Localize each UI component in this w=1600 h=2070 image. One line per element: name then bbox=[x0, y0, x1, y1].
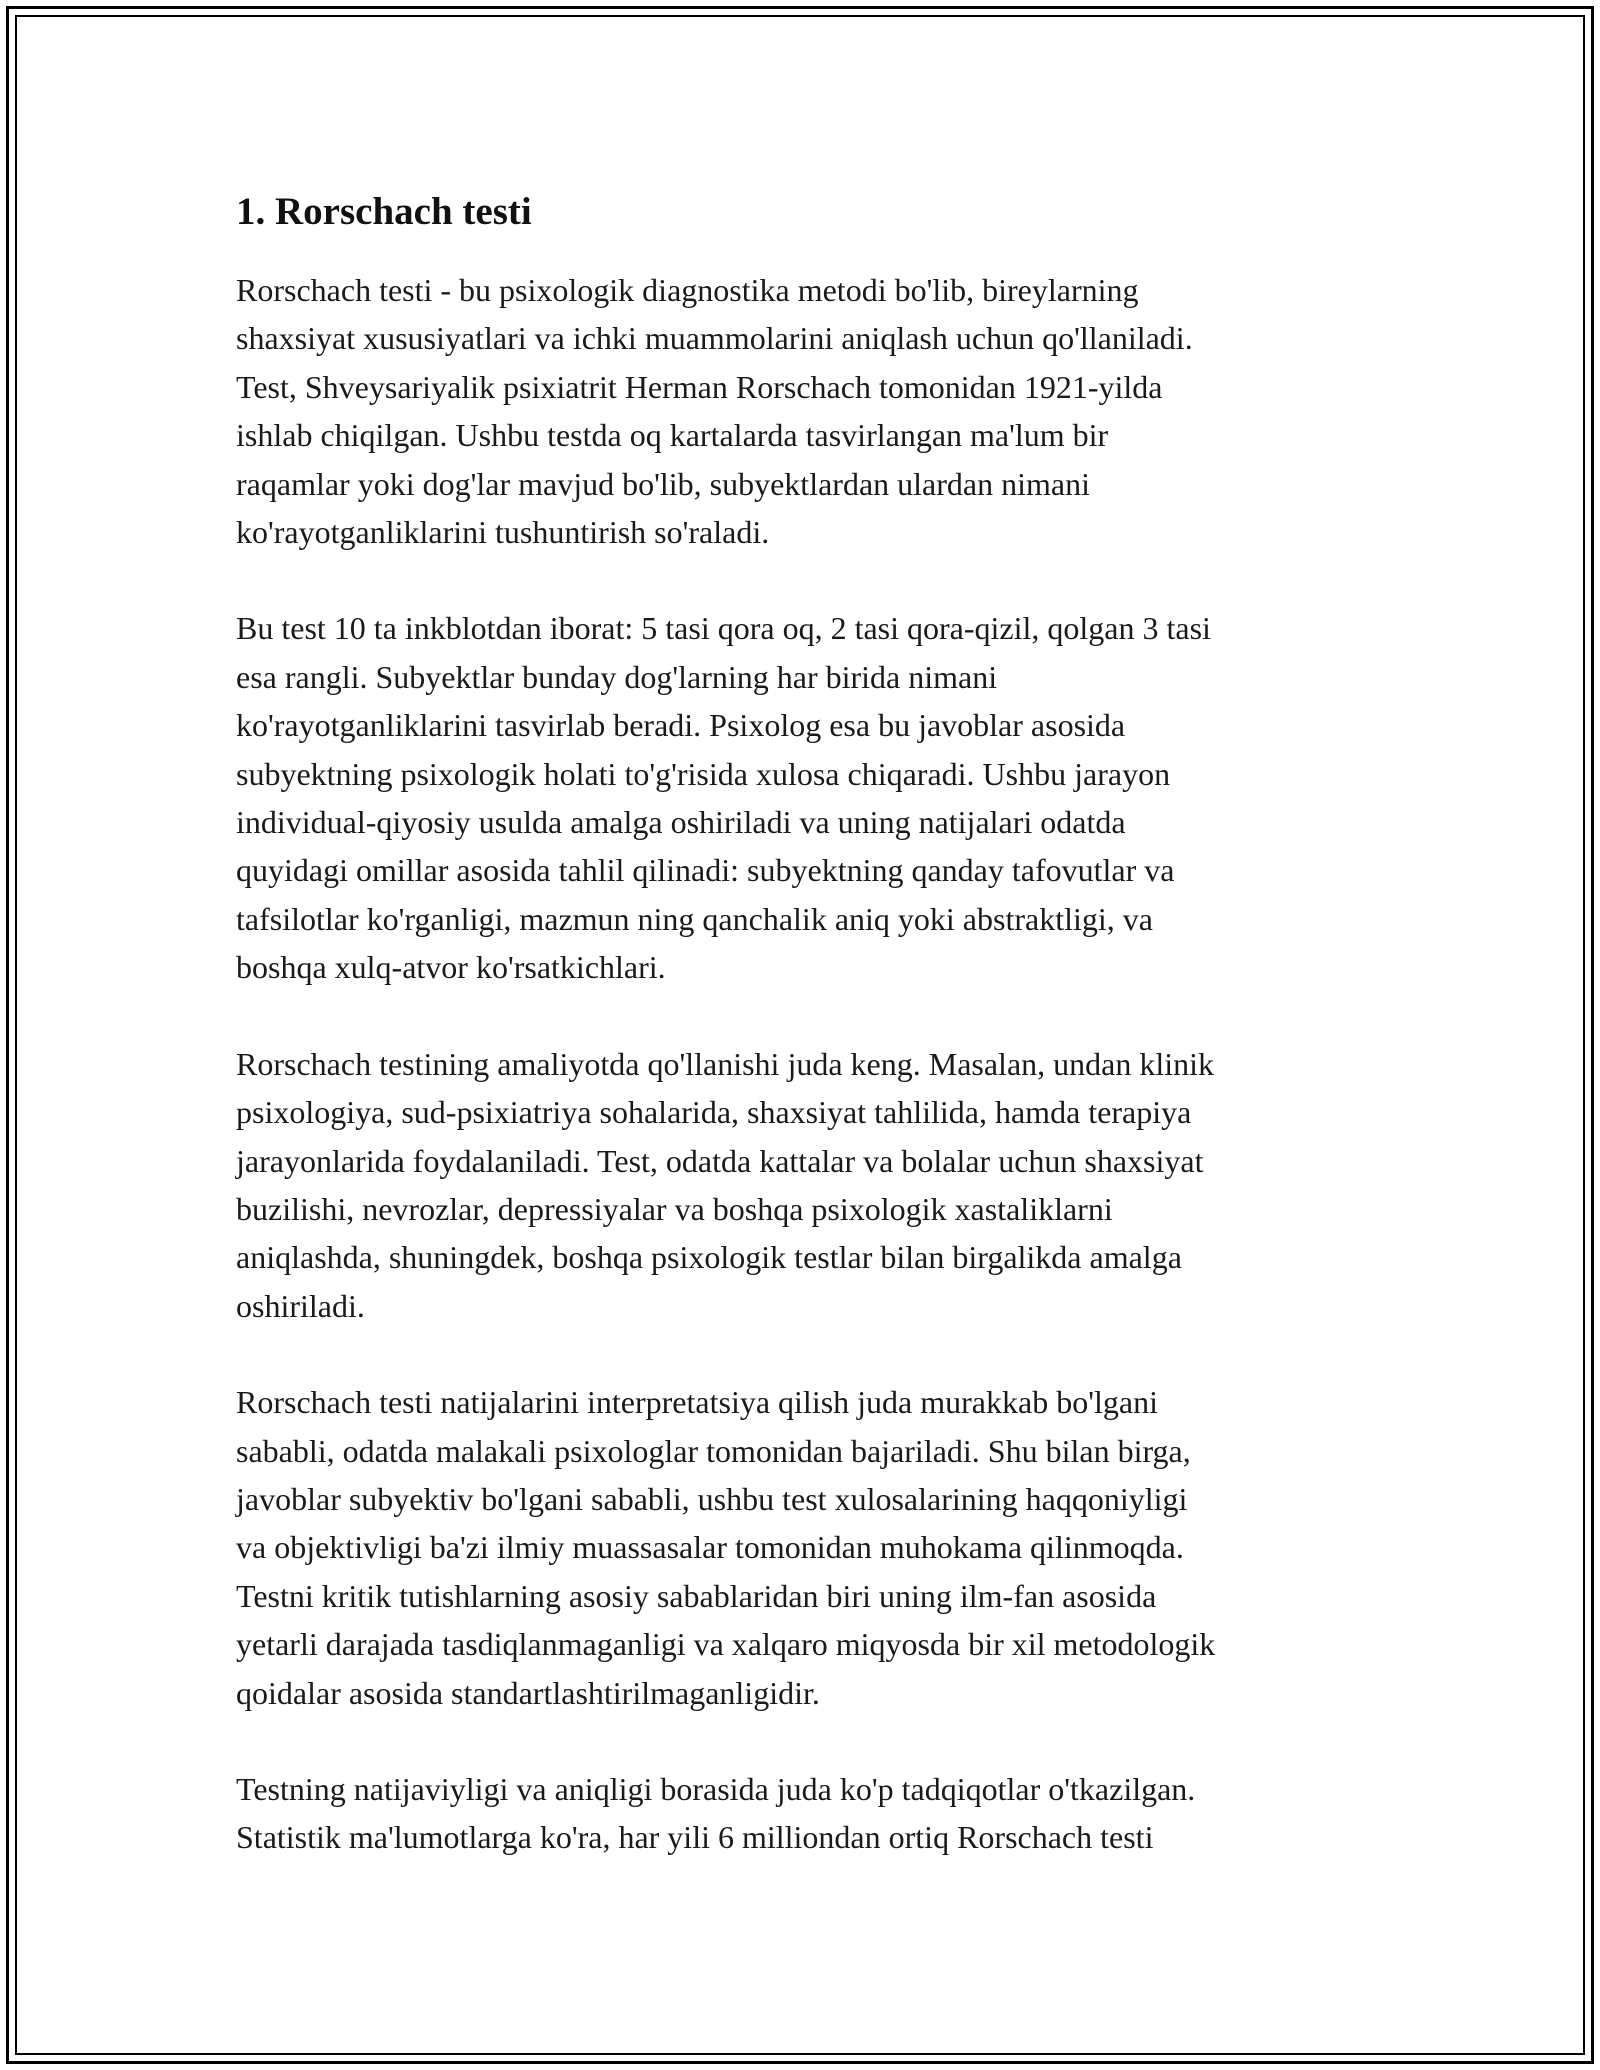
paragraph-4: Rorschach testi natijalarini interpretatsiya qilish juda murakkab bo'lgani sababli, odatda malakali psixologlar tomonidan bajariladi. Shu bilan birga, javoblar subyektiv bo'lgani sababli, ushbu test xulosalarining haqqoniyligi va objektivligi ba'zi ilmiy muassasalar tomonidan muhokama qilinmoqda. Testni kritik tutishlarning asosiy sabablaridan biri uning ilm-fan asosida yetarli darajada tasdiqlanmaganligi va xalqaro miqyosda bir xil metodologik qoidalar asosida standartlashtirilmaganligidir. bbox=[236, 1384, 1216, 1711]
document-body bbox=[236, 186, 1396, 1910]
paragraph-5: Testning natijaviyligi va aniqligi borasida juda ko'p tadqiqotlar o'tkazilgan. Statistik ma'lumotlarga ko'ra, har yili 6 milliondan ortiq Rorschach testi bbox=[236, 1770, 1196, 1856]
paragraph-2: Bu test 10 ta inkblotdan iborat: 5 tasi qora oq, 2 tasi qora-qizil, qolgan 3 tasi esa rangli. Subyektlar bunday dog'larning har birida nimani ko'rayotganliklarini tasvirlab beradi. Psixolog esa bu javoblar asosida subyektning psixologik holati to'g'risida xulosa chiqaradi. Ushbu jarayon individual-qiyosiy usulda amalga oshiriladi va uning natijalari odatda quyidagi omillar asosida tahlil qilinadi: subyektning qanday tafovutlar va tafsilotlar ko'rganligi, mazmun ning qanchalik aniq yoki abstraktligi, va boshqa xulq-atvor ko'rsatkichlari. bbox=[236, 610, 1211, 986]
paragraph-3: Rorschach testining amaliyotda qo'llanishi juda keng. Masalan, undan klinik psixologiya, sud-psixiatriya sohalarida, shaxsiyat tahlilida, hamda terapiya jarayonlarida foydalaniladi. Test, odatda kattalar va bolalar uchun shaxsiyat buzilishi, nevrozlar, depressiyalar va boshqa psixologik xastaliklarni aniqlashda, shuningdek, boshqa psixologik testlar bilan birgalikda amalga oshiriladi. bbox=[236, 1045, 1215, 1324]
section-heading: 1. Rorschach testi bbox=[236, 190, 532, 233]
paragraph-1: Rorschach testi - bu psixologik diagnostika metodi bo'lib, bireylarning shaxsiyat xususiyatlari va ichki muammolarini aniqlash uchun qo'llaniladi. Test, Shveysariyalik psixiatrit Herman Rorschach tomonidan 1921-yilda ishlab chiqilgan. Ushbu testda oq kartalarda tasvirlangan ma'lum bir raqamlar yoki dog'lar mavjud bo'lib, subyektlardan ulardan nimani ko'rayotganliklarini tushuntirish so'raladi. bbox=[236, 272, 1193, 551]
